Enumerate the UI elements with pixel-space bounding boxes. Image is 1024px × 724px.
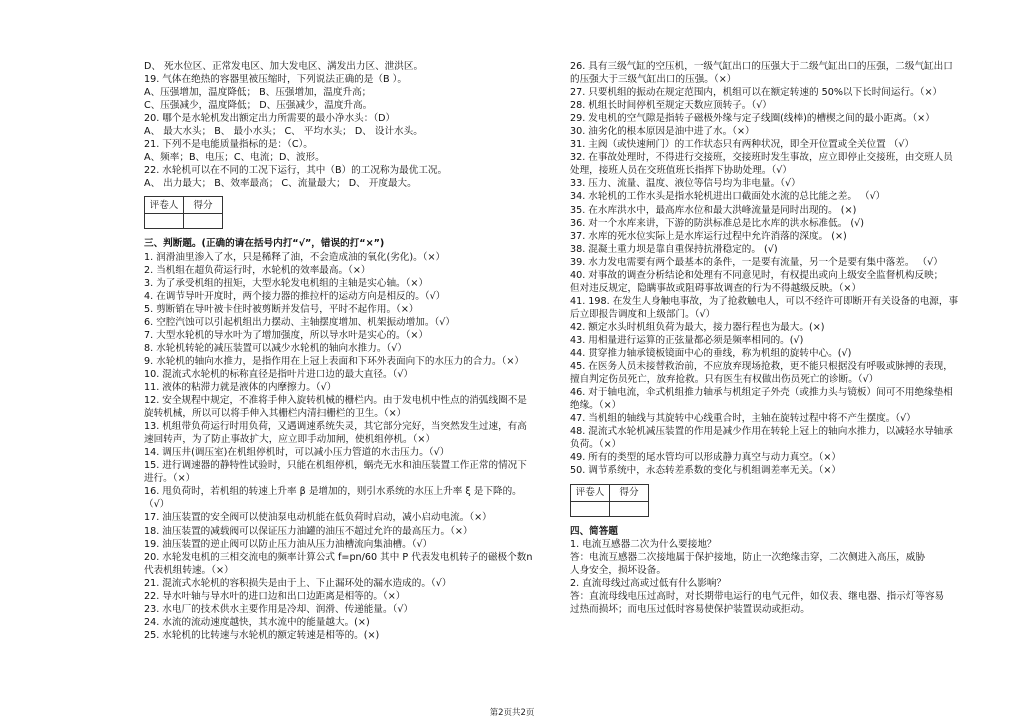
text-line: 20. 水轮发电机的三相交流电的频率计算公式 f=pn/60 其中 P 代表发电机转子的磁极个数n xyxy=(144,551,533,563)
text-line: 21. 下列不是电能质量指标的是：（C）。 xyxy=(144,139,313,151)
text-line: 25. 水轮机的比转速与水轮机的额定转速是相等的。(×) xyxy=(144,629,380,641)
short-answer-items xyxy=(570,538,980,616)
grader-score-box-left xyxy=(144,196,223,229)
text-line: 但对违反规定，隐瞒事故或阻碍事故调查的行为不得越级反映。（×） xyxy=(570,282,862,294)
score-label: 得分 xyxy=(184,197,223,214)
grader-cell xyxy=(145,214,184,229)
text-line: 48. 混流式水轮机减压装置的作用是减少作用在转轮上冠上的轴向水推力，以减轻水导轴承 xyxy=(570,426,953,438)
text-line: 进行。（×） xyxy=(144,473,196,485)
text-line: 26. 具有三级气缸的空压机，一级气缸出口的压强大于二级气缸出口的压强，二级气缸出口 xyxy=(570,61,953,72)
text-line: （√） xyxy=(144,499,170,511)
text-line: 43. 用相量进行运算的正弦量都必须是频率相同的。(√) xyxy=(570,334,804,346)
text-line: 44. 贯穿推力轴承镜板镜面中心的垂线，称为机组的旋转中心。(√) xyxy=(570,348,852,360)
grader-score-box-right xyxy=(570,484,649,517)
text-line: 20. 哪个是水轮机发出额定出力所需要的最小净水头：（D） xyxy=(144,113,396,125)
text-line: 绝缘。（×） xyxy=(570,400,622,412)
left-question-lines xyxy=(144,60,542,190)
text-line: 5. 剪断销在导叶被卡住时被剪断并发信号，平时不起作用。（×） xyxy=(144,303,419,315)
text-line: 21. 混流式水轮机的容积损失是由于上、下止漏环处的漏水造成的。（√） xyxy=(144,577,452,589)
text-line: 旋转机械，所以可以将手伸入其栅栏内清扫栅栏的卫生。（×） xyxy=(144,408,407,420)
text-line: 28. 机组长时间停机至规定天数应顶转子。（√） xyxy=(570,100,772,112)
page-footer: 第2页共2页 xyxy=(489,708,535,718)
text-line: A、压强增加，温度降低； B、压强增加，温度升高； xyxy=(144,87,372,99)
text-line: 后立即报告调度和上级部门。（√） xyxy=(570,308,716,320)
true-false-items-continued xyxy=(570,60,980,478)
text-line: 42. 额定水头时机组负荷为最大，接力器行程也为最大。(×) xyxy=(570,321,825,333)
text-line: 18. 油压装置的减载阀可以保证压力油罐的油压不超过允许的最高压力。（×） xyxy=(144,525,473,537)
grader-label: 评卷人 xyxy=(571,484,610,501)
text-line: 处理，接班人员在交班值班长指挥下协助处理。（√） xyxy=(570,165,792,177)
text-line: 的压强大于三级气缸出口的压强。（×） xyxy=(570,74,737,86)
text-line: 31. 主阀（或快速闸门）的工作状态只有两种状况，即全开位置或全关位置 （√） xyxy=(570,139,915,151)
text-line: 6. 空腔汽蚀可以引起机组出力摆动、主轴摆度增加、机架振动增加。（√） xyxy=(144,316,455,328)
text-line: 27. 只要机组的振动在规定范围内，机组可以在额定转速的 50%以下长时间运行。（×） xyxy=(570,87,943,99)
text-line: 15. 进行调速器的静特性试验时，只能在机组停机，蜗壳无水和油压装置工作正常的情况下 xyxy=(144,460,527,472)
text-line: 过热而损坏；而电压过低时容易使保护装置误动或拒动。 xyxy=(570,603,810,615)
text-line: 17. 油压装置的安全阀可以使油泵电动机能在低负荷时启动，减小启动电流。（×） xyxy=(144,512,492,524)
text-line: 45. 在医务人员未接替救治前，不应放弃现场抢救，更不能只根据没有呼吸或脉搏的表现， xyxy=(570,361,953,373)
text-line: 47. 当机组的轴线与其旋转中心线重合时，主轴在旋转过程中将不产生摆度。（√） xyxy=(570,413,916,425)
text-line: 答：直流母线电压过高时，对长期带电运行的电气元件，如仪表、继电器、指示灯等容易 xyxy=(570,590,945,602)
text-line: 1. 润滑油里渗入了水，只是稀释了油，不会造成油的氧化(劣化)。（×） xyxy=(144,251,446,263)
score-cell xyxy=(184,214,223,229)
text-line: 33. 压力、流量、温度、液位等信号均为非电量。（√） xyxy=(570,178,801,190)
text-line: A、 出力最大； B、效率最高； C、流量最大； D、 开度最大。 xyxy=(144,178,417,190)
text-line: 39. 水力发电需要有两个最基本的条件，一是要有流量，另一个是要有集中落差。 （√） xyxy=(570,256,943,268)
text-line: 3. 为了承受机组的扭矩，大型水轮发电机组的主轴是实心轴。（×） xyxy=(144,277,429,289)
text-line: 50. 调节系统中，永态转差系数的变化与机组调差率无关。（×） xyxy=(570,465,841,477)
section-title-true-false: 三、判断题。(正确的请在括号内打“√”，错误的打“×”) xyxy=(144,238,385,250)
text-line: 41. 198. 在发生人身触电事故，为了抢救触电人，可以不经许可即断开有关设备的电源，事 xyxy=(570,295,959,307)
text-line: 答：电流互感器二次接地属于保护接地，防止一次绝缘击穿，二次侧进入高压，威胁 xyxy=(570,551,925,563)
score-label: 得分 xyxy=(610,484,649,501)
text-line: 22. 水轮机可以在不同的工况下运行，其中（B）的工况称为最优工况。 xyxy=(144,165,448,177)
text-line: 40. 对事故的调查分析结论和处理有不同意见时，有权提出或向上级安全监督机构反映； xyxy=(570,269,944,281)
text-line: 11. 液体的粘滞力就是液体的内摩擦力。（√） xyxy=(144,381,337,393)
text-line: 擅自判定伤员死亡，放弃抢救。只有医生有权做出伤员死亡的诊断。（√） xyxy=(570,374,879,386)
grader-label: 评卷人 xyxy=(145,197,184,214)
text-line: 36. 对一个水库来讲，下游的防洪标准总是比水库的洪水标准低。 (√) xyxy=(570,217,864,229)
text-line: 30. 油劣化的根本原因是油中进了水。（×） xyxy=(570,126,755,138)
text-line: 35. 在水库洪水中，最高库水位和最大洪峰流量是同时出现的。 (×) xyxy=(570,204,857,216)
text-line: 24. 水流的流动速度越快，其水流中的能量越大。(×) xyxy=(144,616,370,628)
text-line: 1. 电流互感器二次为什么要接地？ xyxy=(570,538,717,550)
text-line: 19. 气体在绝热的容器里被压缩时，下列说法正确的是（B ）。 xyxy=(144,74,407,86)
text-line: 8. 水轮机转轮的减压装置可以减少水轮机的轴向水推力。（√） xyxy=(144,342,407,354)
text-line: 37. 水库的死水位实际上是水库运行过程中允许消落的深度。 (×) xyxy=(570,230,847,242)
text-line: 46. 对于轴电流，伞式机组推力轴承与机组定子外壳（或推力头与镜板）间可不用绝缘垫相 xyxy=(570,387,953,399)
text-line: 代表机组转速。（×） xyxy=(144,564,234,576)
text-line: 2. 直流母线过高或过低有什么影响？ xyxy=(570,577,727,589)
score-cell xyxy=(610,501,649,516)
true-false-items xyxy=(144,251,542,642)
text-line: 速回转声，为了防止事故扩大，应立即手动加闸，使机组停机。（×） xyxy=(144,434,436,446)
left-column xyxy=(144,60,542,642)
text-line: 13. 机组带负荷运行时用负荷，又遇调速系统失灵，其它部分完好，当突然发生过速，有高 xyxy=(144,421,527,433)
text-line: 10. 混流式水轮机的标称直径是指叶片进口边的最大直径。（√） xyxy=(144,368,414,380)
text-line: 23. 水电厂的技术供水主要作用是冷却、润滑、传递能量。（√） xyxy=(144,603,414,615)
right-column xyxy=(570,60,980,616)
text-line: C、压强减少，温度降低； D、压强减少，温度升高。 xyxy=(144,100,373,112)
text-line: 16. 甩负荷时，若机组的转速上升率 β 是增加的，则引水系统的水压上升率 ξ 是下降的。 xyxy=(144,486,522,498)
text-line: 29. 发电机的空气隙是指转子磁极外缘与定子线圈(线棒)的槽楔之间的最小距离。（×） xyxy=(570,113,935,125)
text-line: 9. 水轮机的轴向水推力，是指作用在上冠上表面和下环外表面向下的水压力的合力。（×） xyxy=(144,355,525,367)
text-line: 34. 水轮机的工作水头是指水轮机进出口截面处水流的总比能之差。 （√） xyxy=(570,191,886,203)
text-line: 负荷。（×） xyxy=(570,439,622,451)
text-line: 19. 油压装置的逆止阀可以防止压力油从压力油槽流向集油槽。（√） xyxy=(144,538,433,550)
section-title-short-answer: 四、简答题 xyxy=(570,525,618,537)
text-line: A、 最大水头； B、 最小水头； C、 平均水头； D、 设计水头。 xyxy=(144,126,423,138)
text-line: 22. 导水叶轴与导水叶的进口边和出口边距离是相等的。（×） xyxy=(144,590,406,602)
text-line: 38. 混凝土重力坝是靠自重保持抗滑稳定的。 (√) xyxy=(570,243,778,255)
text-line: 2. 当机组在超负荷运行时，水轮机的效率最高。（×） xyxy=(144,264,371,276)
text-line: 人身安全，损坏设备。 xyxy=(570,564,666,576)
text-line: 14. 调压井(调压室)在机组停机时，可以减小压力管道的水击压力。（√） xyxy=(144,447,450,459)
text-line: D、 死水位区、正常发电区、加大发电区、满发出力区、泄洪区。 xyxy=(144,61,424,72)
text-line: 12. 安全规程中规定，不准将手伸入旋转机械的栅栏内。由于发电机中性点的消弧线圈不是 xyxy=(144,395,527,407)
text-line: A、频率；B、电压；C、电流；D、波形。 xyxy=(144,152,325,164)
text-line: 4. 在调节导叶开度时，两个接力器的推拉杆的运动方向是相反的。（√） xyxy=(144,290,446,302)
grader-cell xyxy=(571,501,610,516)
text-line: 49. 所有的类型的尾水管均可以形成静力真空与动力真空。（×） xyxy=(570,452,841,464)
text-line: 7. 大型水轮机的导水叶为了增加强度，所以导水叶是实心的。（×） xyxy=(144,329,429,341)
text-line: 32. 在事故处理时，不得进行交接班，交接班时发生事故，应立即停止交接班，由交班人员 xyxy=(570,152,953,164)
